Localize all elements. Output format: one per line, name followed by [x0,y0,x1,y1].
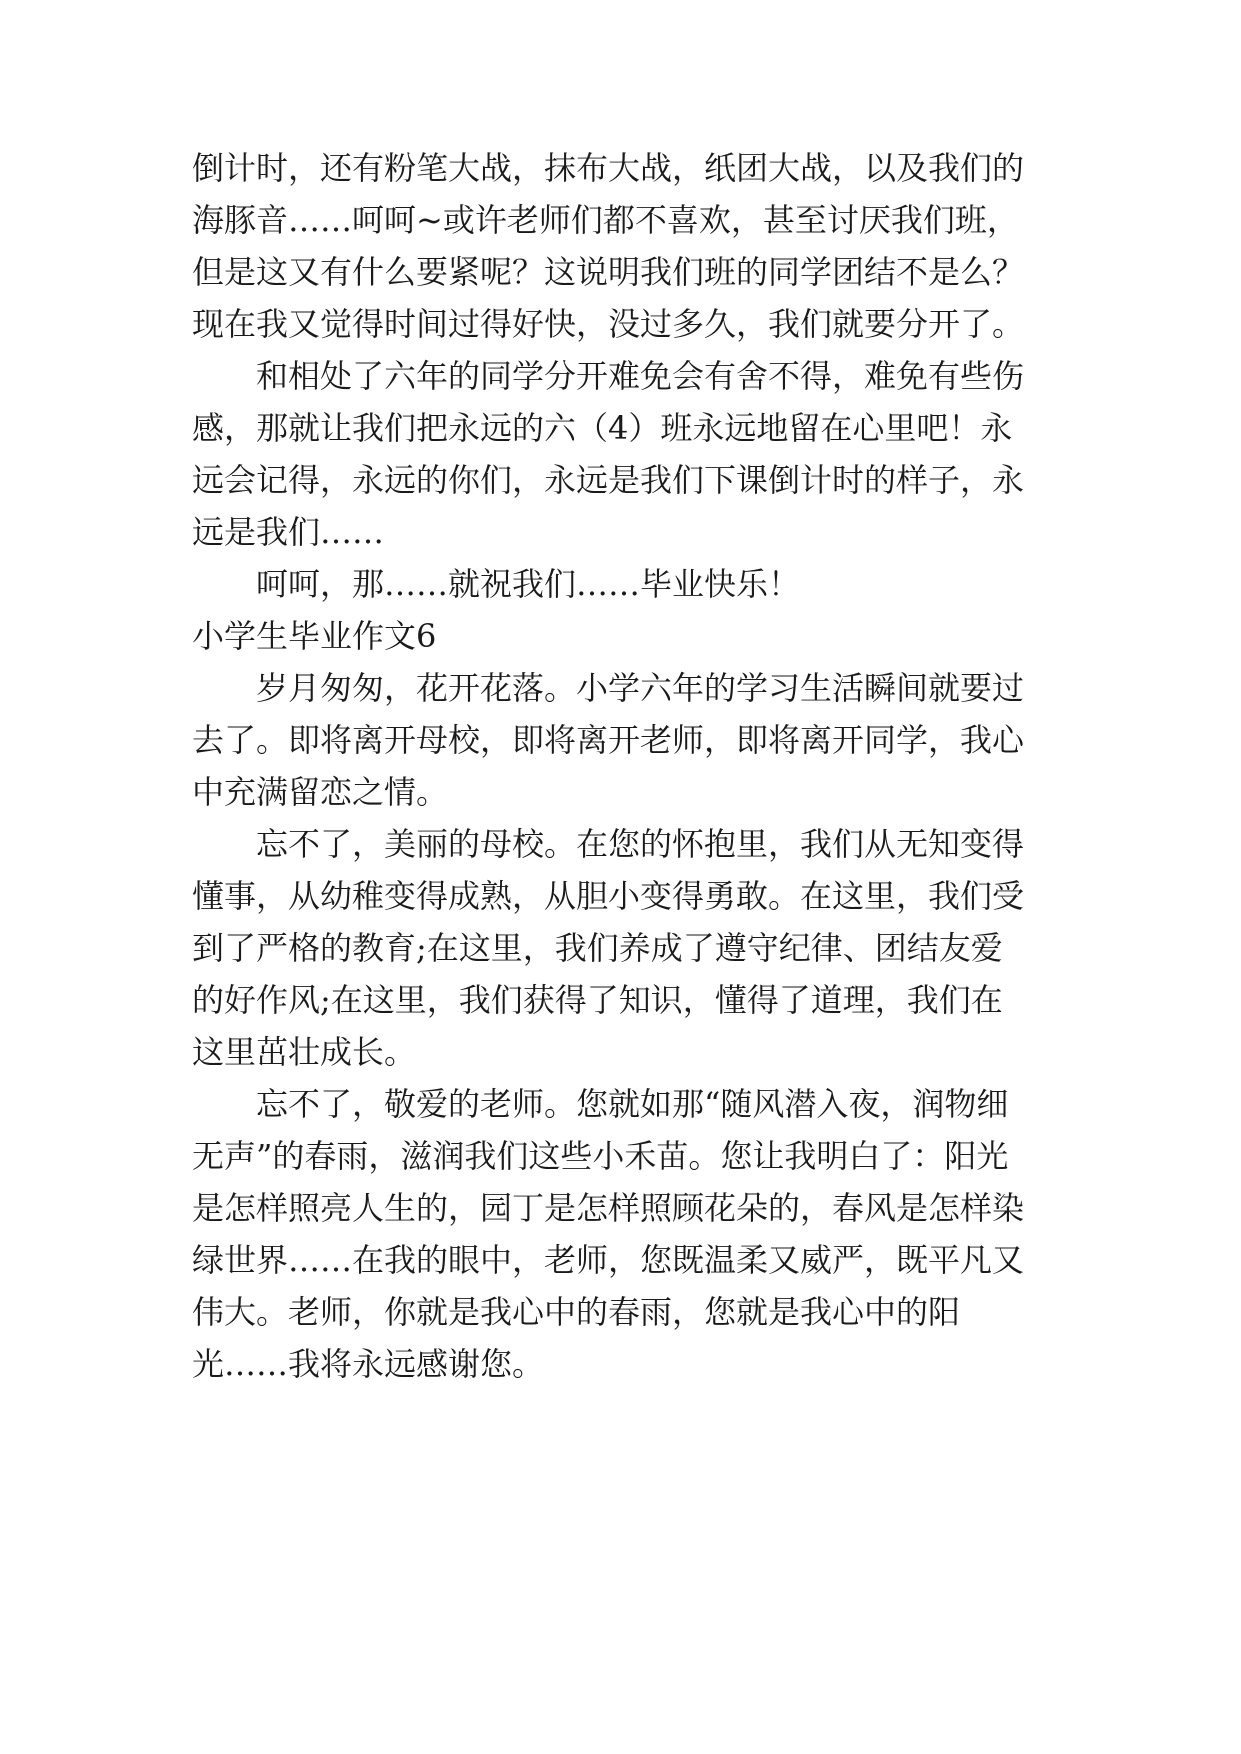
text-line: 远会记得，永远的你们，永远是我们下课倒计时的样子，永 [192,461,1025,499]
text-line: 的好作风;在这里，我们获得了知识，懂得了道理，我们在 [192,981,1003,1019]
text-line: 但是这又有什么要紧呢？这说明我们班的同学团结不是么？ [192,253,1025,291]
paragraph-first-line: 忘不了，敬爱的老师。您就如那“随风潜入夜，润物细 [256,1085,1009,1123]
text-line: 到了严格的教育;在这里，我们养成了遵守纪律、团结友爱 [192,929,1003,967]
text-line: 现在我又觉得时间过得好快，没过多久，我们就要分开了。 [192,305,1025,343]
paragraph-first-line: 岁月匆匆，花开花落。小学六年的学习生活瞬间就要过 [256,669,1025,707]
text-line: 去了。即将离开母校，即将离开老师，即将离开同学，我心 [192,721,1025,759]
text-line: 远是我们…… [192,513,385,551]
text-line: 海豚音……呵呵~或许老师们都不喜欢，甚至讨厌我们班， [192,201,1019,239]
text-line: 无声”的春雨，滋润我们这些小禾苗。您让我明白了：阳光 [192,1137,1009,1175]
paragraph-first-line: 忘不了，美丽的母校。在您的怀抱里，我们从无知变得 [256,825,1025,863]
text-line: 绿世界……在我的眼中，老师，您既温柔又威严，既平凡又 [192,1241,1025,1279]
text-line: 伟大。老师，你就是我心中的春雨，您就是我心中的阳 [192,1293,961,1331]
text-line: 中充满留恋之情。 [192,773,449,811]
section-heading: 小学生毕业作文6 [192,617,437,655]
text-line: 光……我将永远感谢您。 [192,1345,545,1383]
text-line: 懂事，从幼稚变得成熟，从胆小变得勇敢。在这里，我们受 [192,877,1025,915]
text-line: 感，那就让我们把永远的六（4）班永远地留在心里吧！永 [192,409,1013,447]
text-line: 这里茁壮成长。 [192,1033,417,1071]
paragraph-first-line: 呵呵，那……就祝我们……毕业快乐！ [256,565,801,603]
text-line: 倒计时，还有粉笔大战，抹布大战，纸团大战，以及我们的 [192,149,1025,187]
paragraph-first-line: 和相处了六年的同学分开难免会有舍不得，难免有些伤 [256,357,1025,395]
text-line: 是怎样照亮人生的，园丁是怎样照顾花朵的，春风是怎样染 [192,1189,1025,1227]
